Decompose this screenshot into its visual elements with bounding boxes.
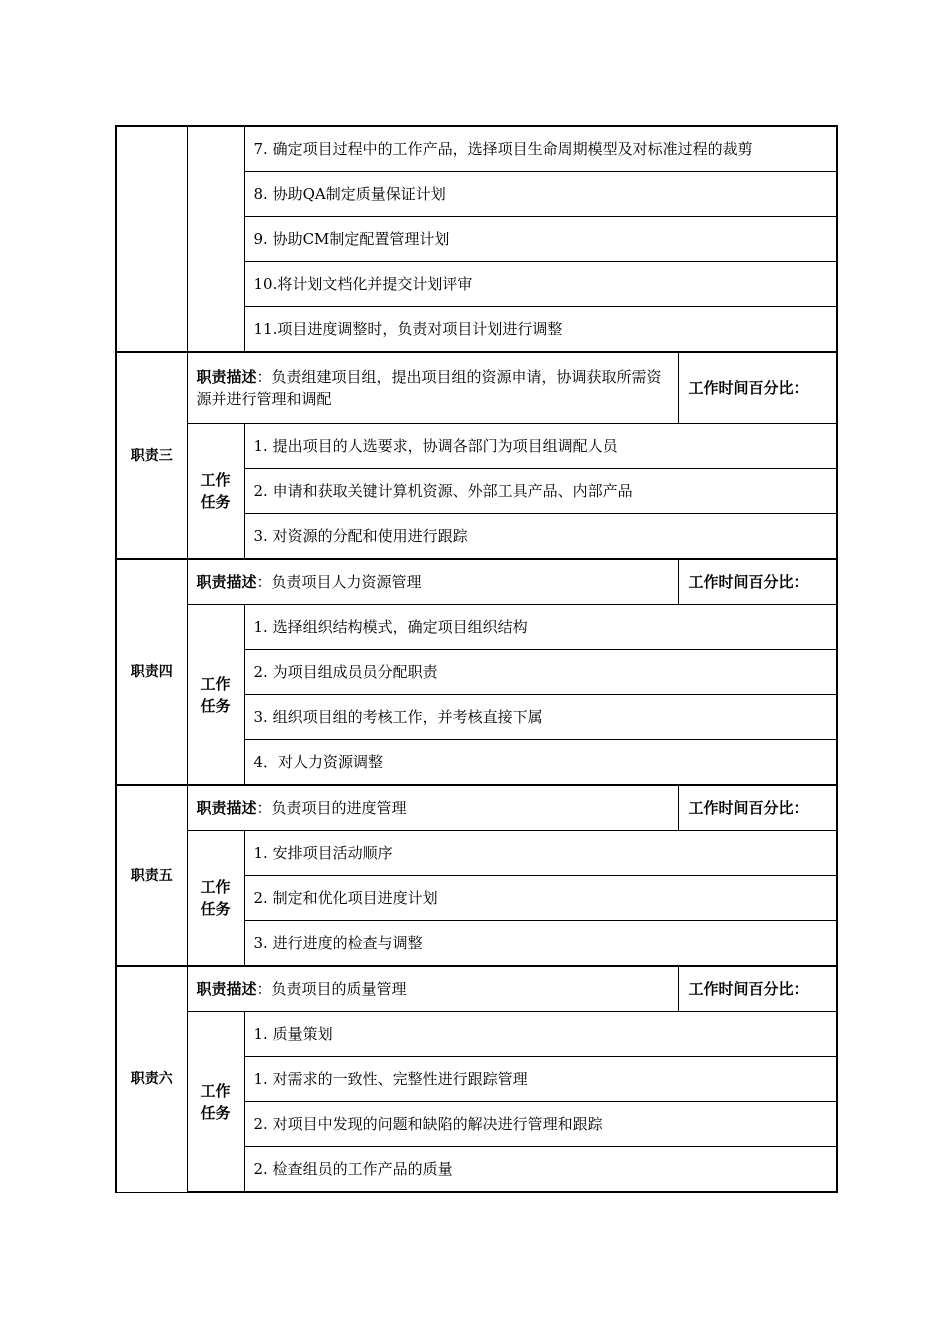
task-item: 1. 安排项目活动顺序 <box>244 831 837 876</box>
time-percentage-label: 工作时间百分比： <box>678 966 837 1012</box>
duty-description <box>187 559 678 605</box>
task-item: 1. 对需求的一致性、完整性进行跟踪管理 <box>244 1057 837 1102</box>
tasks-label <box>187 831 244 967</box>
tasks-label <box>187 424 244 560</box>
task-item: 7. 确定项目过程中的工作产品，选择项目生命周期模型及对标准过程的裁剪 <box>244 126 837 172</box>
desc-colon: ： <box>256 980 272 998</box>
duty-description-row <box>116 559 837 605</box>
duty-name: 职责三 <box>116 352 187 559</box>
task-item: 3. 进行进度的检查与调整 <box>244 921 837 967</box>
tasks-label-line2: 任务 <box>200 900 231 918</box>
tasks-label-line2: 任务 <box>200 493 231 511</box>
desc-text: 负责组建项目组，提出项目组的资源申请，协调获取所需资源并进行管理和调配 <box>196 368 662 408</box>
tasks-label <box>187 605 244 786</box>
task-item: 10.将计划文档化并提交计划评审 <box>244 262 837 307</box>
duty-name: 职责六 <box>116 966 187 1192</box>
task-item: 1. 提出项目的人选要求，协调各部门为项目组调配人员 <box>244 424 837 469</box>
desc-colon: ： <box>256 799 272 817</box>
desc-label: 职责描述 <box>196 799 257 817</box>
task-item: 2. 制定和优化项目进度计划 <box>244 876 837 921</box>
tasks-label-line2: 任务 <box>200 696 231 715</box>
duty-description-row <box>116 966 837 1012</box>
task-item: 2. 为项目组成员员分配职责 <box>244 650 837 695</box>
responsibility-table-page <box>115 125 836 1193</box>
tasks-label-line1: 工作 <box>200 1081 231 1100</box>
desc-label: 职责描述 <box>196 368 257 386</box>
tasks-label-line1: 工作 <box>200 674 231 693</box>
table-row <box>116 424 837 469</box>
task-item: 2. 检查组员的工作产品的质量 <box>244 1147 837 1193</box>
time-percentage-label: 工作时间百分比： <box>678 559 837 605</box>
task-item: 2. 对项目中发现的问题和缺陷的解决进行管理和跟踪 <box>244 1102 837 1147</box>
desc-text: 负责项目的进度管理 <box>271 799 407 817</box>
duty-description <box>187 785 678 831</box>
task-item: 9. 协助CM制定配置管理计划 <box>244 217 837 262</box>
table-row <box>116 126 837 172</box>
task-item: 11.项目进度调整时，负责对项目计划进行调整 <box>244 307 837 353</box>
tasks-label-line2: 任务 <box>200 1103 231 1122</box>
task-item: 3. 组织项目组的考核工作，并考核直接下属 <box>244 695 837 740</box>
table-row <box>116 1012 837 1057</box>
desc-text: 负责项目人力资源管理 <box>271 573 422 591</box>
desc-colon: ： <box>256 573 272 591</box>
table-row <box>116 605 837 650</box>
time-percentage-label: 工作时间百分比： <box>678 352 837 424</box>
desc-label: 职责描述 <box>196 980 257 998</box>
duty-description <box>187 966 678 1012</box>
responsibility-table <box>115 125 838 1193</box>
task-item: 1. 选择组织结构模式，确定项目组织结构 <box>244 605 837 650</box>
task-item: 8. 协助QA制定质量保证计划 <box>244 172 837 217</box>
tasks-label-line1: 工作 <box>200 878 231 896</box>
duty-description-row <box>116 352 837 424</box>
tasks-label <box>187 1012 244 1193</box>
duty-name-cell-empty <box>116 126 187 352</box>
task-item: 2. 申请和获取关键计算机资源、外部工具产品、内部产品 <box>244 469 837 514</box>
desc-colon: ： <box>256 368 272 386</box>
duty-name: 职责五 <box>116 785 187 966</box>
table-row <box>116 831 837 876</box>
duty-name: 职责四 <box>116 559 187 785</box>
desc-text: 负责项目的质量管理 <box>271 980 407 998</box>
task-item: 4．对人力资源调整 <box>244 740 837 786</box>
tasks-label-cell-empty <box>187 126 244 352</box>
desc-label: 职责描述 <box>196 573 257 591</box>
duty-description <box>187 352 678 424</box>
duty-description-row <box>116 785 837 831</box>
tasks-label-line1: 工作 <box>200 471 231 489</box>
time-percentage-label: 工作时间百分比： <box>678 785 837 831</box>
task-item: 1. 质量策划 <box>244 1012 837 1057</box>
task-item: 3. 对资源的分配和使用进行跟踪 <box>244 514 837 560</box>
